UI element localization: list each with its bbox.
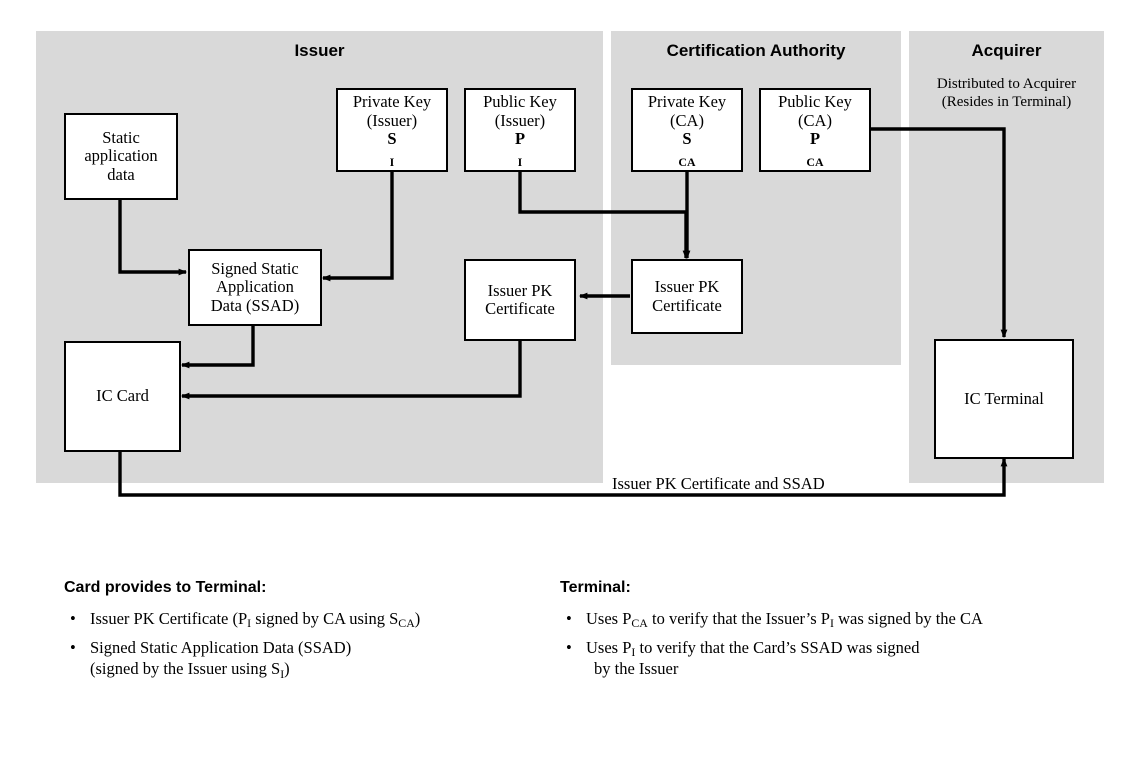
bullet-icon: • [70, 638, 76, 657]
private-key-ca-line-2: (CA) [670, 110, 704, 130]
box-ic-card [64, 341, 181, 452]
legend-terminal-item-2 [566, 637, 1106, 680]
legend-terminal-item-1 [566, 608, 1106, 631]
ssad-line-1: Signed Static [211, 258, 299, 278]
private-key-issuer-line-1: Private Key [352, 92, 432, 112]
box-private-key-issuer [336, 88, 448, 172]
bottom-flow-label: Issuer PK Certificate and SSAD [612, 474, 825, 493]
private-key-ca-line-1: Private Key [647, 92, 727, 112]
acquirer-note-line-1: Distributed to Acquirer [936, 76, 1077, 92]
panel-title-issuer: Issuer [294, 41, 345, 60]
public-key-ca-line-1: Public Key [778, 92, 852, 112]
public-key-ca-symbol: P $_{CA}$ [806, 129, 824, 169]
acquirer-distribution-note [909, 75, 1104, 111]
box-static-application-data [64, 113, 178, 200]
ic-card-label: IC Card [96, 386, 149, 406]
ssad-line-2: Application [216, 277, 294, 297]
private-key-ca-symbol: S $_{CA}$ [678, 129, 696, 169]
legend-card-heading: Card provides to Terminal: [64, 579, 267, 596]
private-key-issuer-line-2: (Issuer) [366, 110, 418, 130]
ssad-line-3: Data (SSAD) [210, 295, 300, 315]
legend-card-item-1-text: Issuer PK Certificate ($P_I$ signed by CA using $S_{CA}$) [90, 609, 421, 631]
box-public-key-ca [759, 88, 871, 172]
box-public-key-issuer [464, 88, 576, 172]
box-issuer-pk-certificate-ca [631, 259, 743, 334]
acquirer-note-line-2: (Resides in Terminal) [941, 94, 1072, 110]
issuer-pk-cert-issuer-line-2: Certificate [485, 299, 555, 318]
box-ic-terminal [934, 339, 1074, 459]
issuer-pk-cert-ca-line-2: Certificate [652, 295, 722, 315]
legend-card-item-2-line-2: (signed by the Issuer using $S_I$) [90, 659, 290, 681]
issuer-pk-cert-ca-line-1: Issuer PK [654, 277, 720, 297]
box-signed-static-application-data [188, 249, 322, 326]
legend-card-item-2-line-1: Signed Static Application Data (SSAD) [90, 638, 352, 657]
static-app-data-line-1: Static [102, 127, 140, 147]
static-app-data-line-2: application [84, 146, 158, 166]
legend-terminal-item-1-text: Uses $P_{CA}$ to verify that the Issuer’s $P_I$ was signed by the CA [586, 609, 983, 631]
bullet-icon: • [70, 609, 76, 628]
public-key-issuer-symbol: P $_I$ [514, 129, 526, 169]
public-key-ca-line-2: (CA) [798, 110, 832, 130]
box-private-key-ca [631, 88, 743, 172]
bullet-icon: • [566, 609, 572, 628]
panel-title-certification-authority: Certification Authority [666, 41, 846, 60]
legend-terminal-item-2-line-1: Uses $P_I$ to verify that the Card’s SSAD was signed [586, 638, 920, 660]
legend-terminal-heading: Terminal: [560, 579, 631, 596]
static-app-data-line-3: data [107, 164, 135, 184]
legend-card-item-2 [70, 637, 530, 681]
public-key-issuer-line-1: Public Key [483, 92, 557, 112]
legend-card-item-1 [70, 608, 530, 631]
ic-terminal-label: IC Terminal [964, 388, 1044, 408]
box-issuer-pk-certificate-issuer [464, 259, 576, 341]
public-key-issuer-line-2: (Issuer) [494, 110, 546, 130]
bullet-icon: • [566, 638, 572, 657]
panel-title-acquirer: Acquirer [971, 41, 1042, 60]
legend-terminal-item-2-line-2: by the Issuer [594, 659, 679, 679]
private-key-issuer-symbol: S $_I$ [387, 129, 397, 169]
issuer-pk-cert-issuer-line-1: Issuer PK [487, 280, 553, 300]
